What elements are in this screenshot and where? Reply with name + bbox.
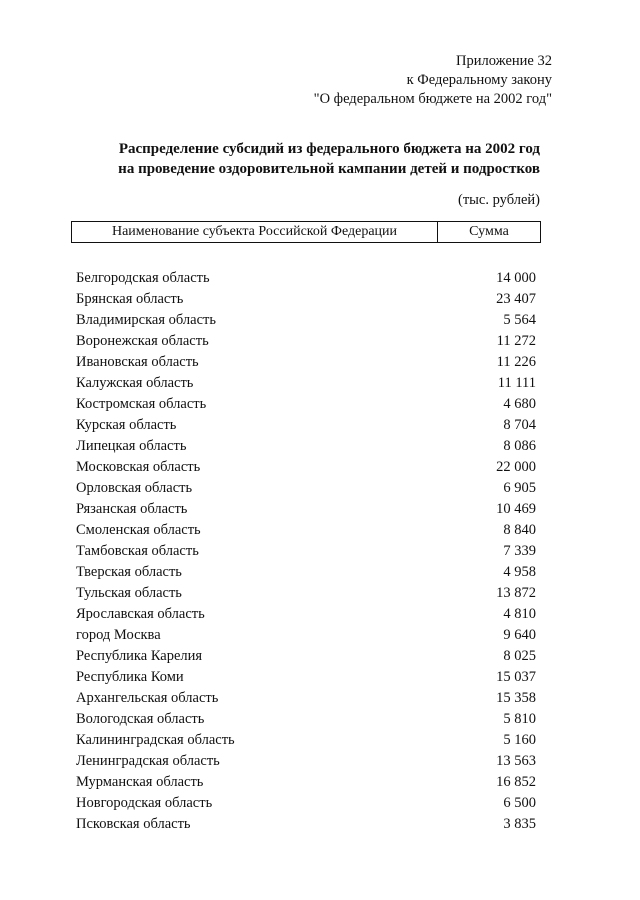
table-row <box>76 268 536 289</box>
table-row <box>76 394 536 415</box>
region-name: Тульская область <box>76 585 182 601</box>
region-amount: 13 872 <box>496 585 536 601</box>
region-amount: 5 810 <box>503 711 536 727</box>
region-amount: 5 160 <box>503 732 536 748</box>
table-row <box>76 457 536 478</box>
title-line-1: Распределение субсидий из федерального бюджета на 2002 год <box>118 141 540 157</box>
table-row <box>76 520 536 541</box>
region-name: Воронежская область <box>76 333 209 349</box>
table-row <box>76 646 536 667</box>
table-row <box>76 373 536 394</box>
region-name: Новгородская область <box>76 795 213 811</box>
region-amount: 8 704 <box>503 417 536 433</box>
table-body <box>76 268 536 835</box>
region-name: Рязанская область <box>76 501 188 517</box>
region-amount: 16 852 <box>496 774 536 790</box>
region-amount: 4 810 <box>503 606 536 622</box>
table-header <box>71 221 541 243</box>
header-sum-cell: Сумма <box>469 224 509 239</box>
table-row <box>76 562 536 583</box>
region-name: Орловская область <box>76 480 193 496</box>
region-amount: 3 835 <box>503 816 536 832</box>
region-amount: 7 339 <box>503 543 536 559</box>
region-amount: 9 640 <box>503 627 536 643</box>
region-name: Костромская область <box>76 396 207 412</box>
title-line-2: на проведение оздоровительной кампании детей и подростков <box>118 161 540 177</box>
region-name: Брянская область <box>76 291 184 307</box>
table-row <box>76 730 536 751</box>
region-amount: 15 358 <box>496 690 536 706</box>
region-name: Вологодская область <box>76 711 205 727</box>
region-name: Республика Карелия <box>76 648 203 664</box>
table-row <box>76 499 536 520</box>
region-amount: 13 563 <box>496 753 536 769</box>
region-name: Тверская область <box>76 564 182 580</box>
document-title <box>118 139 540 179</box>
table-row <box>76 289 536 310</box>
region-name: Калининградская область <box>76 732 235 748</box>
table-row <box>76 415 536 436</box>
region-name: Белгородская область <box>76 270 210 286</box>
appendix-line-3: "О федеральном бюджете на 2002 год" <box>313 91 552 107</box>
region-amount: 8 086 <box>503 438 536 454</box>
table-row <box>76 541 536 562</box>
header-name-cell: Наименование субъекта Российской Федерации <box>72 222 438 242</box>
region-amount: 6 500 <box>503 795 536 811</box>
region-name: Республика Коми <box>76 669 184 685</box>
region-name: Псковская область <box>76 816 191 832</box>
region-amount: 23 407 <box>496 291 536 307</box>
table-row <box>76 709 536 730</box>
region-name: Архангельская область <box>76 690 219 706</box>
region-name: Смоленская область <box>76 522 201 538</box>
region-amount: 5 564 <box>503 312 536 328</box>
region-amount: 15 037 <box>496 669 536 685</box>
table-row <box>76 625 536 646</box>
region-amount: 8 025 <box>503 648 536 664</box>
region-name: Липецкая область <box>76 438 187 454</box>
region-name: Курская область <box>76 417 177 433</box>
region-name: Ярославская область <box>76 606 205 622</box>
table-row <box>76 772 536 793</box>
table-row <box>76 310 536 331</box>
appendix-line-2: к Федеральному закону <box>406 72 552 88</box>
table-row <box>76 436 536 457</box>
table-row <box>76 751 536 772</box>
table-row <box>76 667 536 688</box>
appendix-block <box>314 52 552 109</box>
region-name: Ленинградская область <box>76 753 220 769</box>
region-name: Мурманская область <box>76 774 204 790</box>
appendix-line-1: Приложение 32 <box>456 53 552 69</box>
region-amount: 10 469 <box>496 501 536 517</box>
region-amount: 6 905 <box>503 480 536 496</box>
region-amount: 11 111 <box>497 375 536 391</box>
region-name: Тамбовская область <box>76 543 199 559</box>
region-name: город Москва <box>76 627 161 643</box>
table-row <box>76 331 536 352</box>
region-amount: 14 000 <box>496 270 536 286</box>
table-row <box>76 352 536 373</box>
region-name: Владимирская область <box>76 312 216 328</box>
table-row <box>76 478 536 499</box>
region-amount: 11 272 <box>496 333 536 349</box>
region-amount: 4 958 <box>503 564 536 580</box>
units-label: (тыс. рублей) <box>458 192 540 208</box>
region-amount: 8 840 <box>503 522 536 538</box>
region-amount: 22 000 <box>496 459 536 475</box>
region-name: Ивановская область <box>76 354 199 370</box>
region-amount: 11 226 <box>496 354 536 370</box>
table-row <box>76 604 536 625</box>
table-row <box>76 583 536 604</box>
region-name: Калужская область <box>76 375 194 391</box>
region-name: Московская область <box>76 459 201 475</box>
table-row <box>76 814 536 835</box>
table-row <box>76 793 536 814</box>
table-row <box>76 688 536 709</box>
region-amount: 4 680 <box>503 396 536 412</box>
